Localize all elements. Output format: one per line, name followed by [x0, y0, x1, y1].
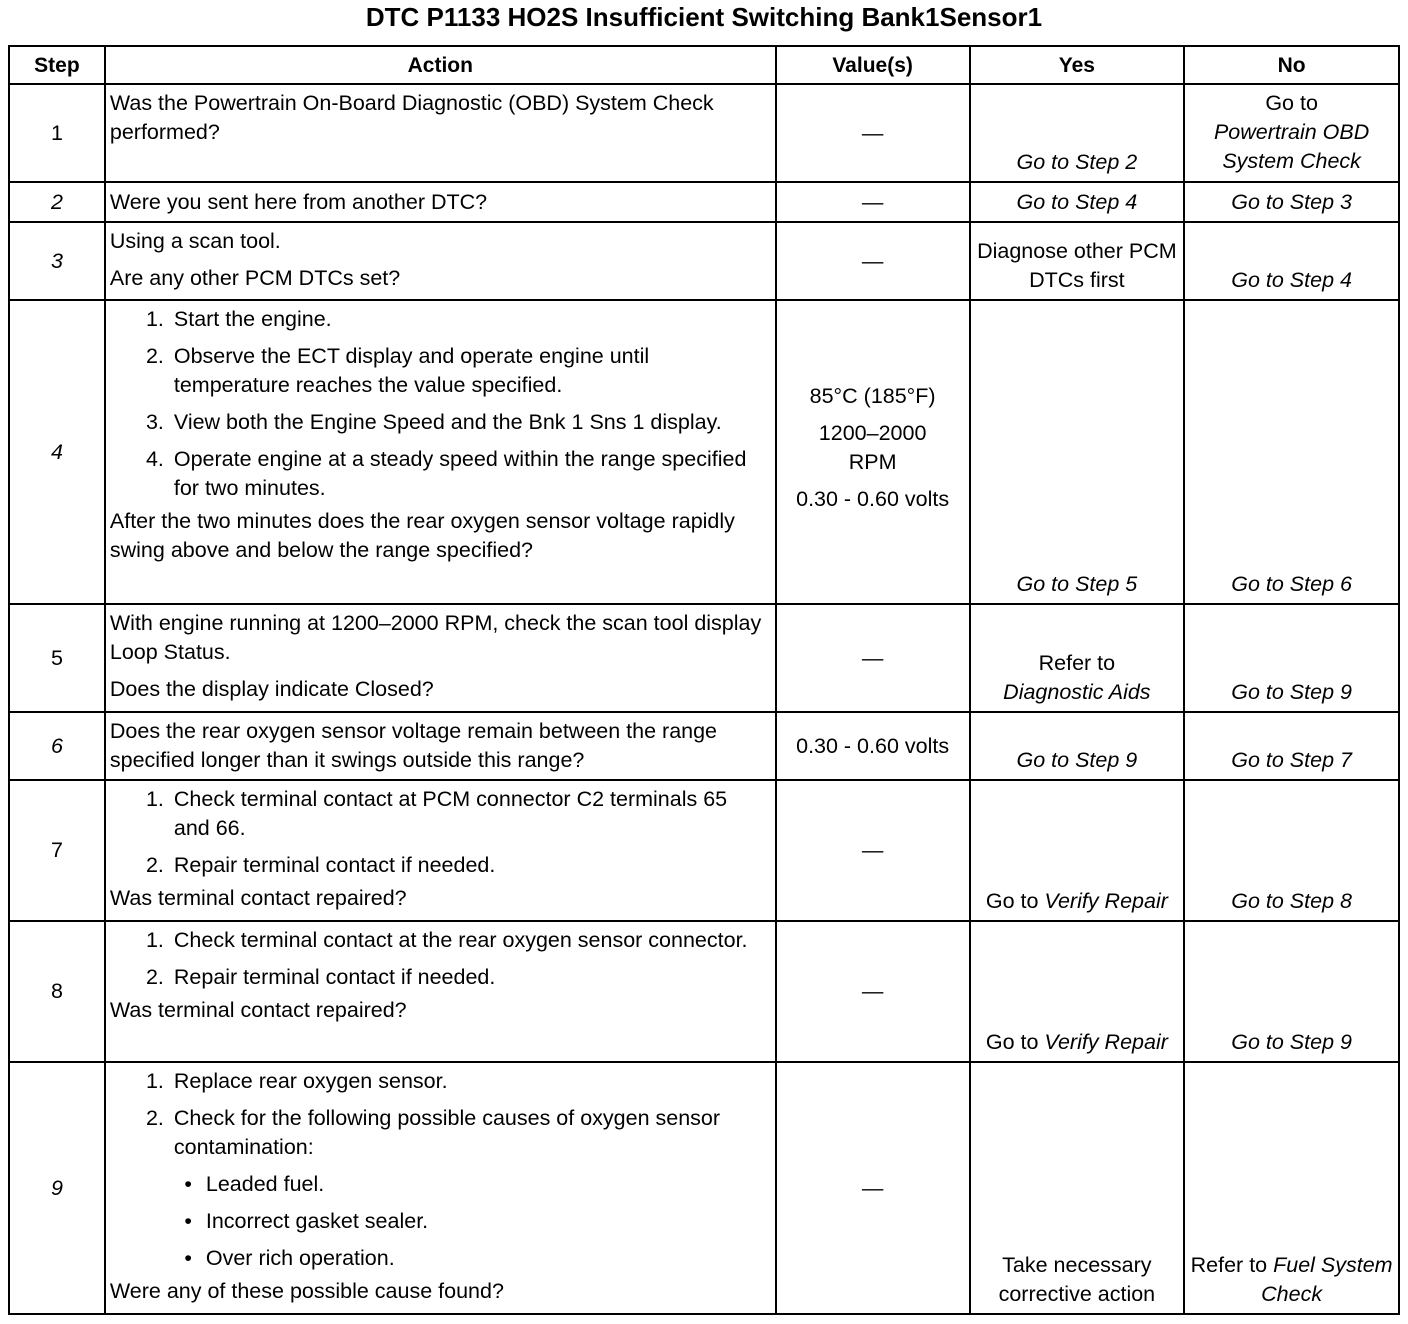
- yes-cell: Take necessary corrective action: [970, 1062, 1185, 1314]
- no-cell: [1184, 604, 1399, 712]
- header-values: Value(s): [776, 46, 970, 84]
- action-question: Are any other PCM DTCs set?: [109, 266, 401, 290]
- yes-cell: [970, 712, 1185, 780]
- no-cell: [1184, 222, 1399, 300]
- no-link[interactable]: Go to Step 7: [1231, 748, 1352, 772]
- list-item: 1. Check terminal contact at PCM connector C2 terminals 65 and 66.: [145, 787, 728, 840]
- table-row: [9, 84, 1399, 182]
- value-rpm: 1200–2000 RPM: [818, 421, 927, 474]
- header-action: Action: [105, 46, 776, 84]
- list-item: 1. Start the engine.: [145, 307, 332, 331]
- list-item: 4. Operate engine at a steady speed within the range specified for two minutes.: [145, 447, 747, 500]
- no-cell: [1184, 300, 1399, 604]
- no-cell: [1184, 921, 1399, 1062]
- action-question: After the two minutes does the rear oxygen sensor voltage rapidly swing above and below the range specified?: [109, 509, 735, 562]
- yes-link[interactable]: Go to Step 4: [1016, 189, 1138, 214]
- step-number: 3: [9, 222, 105, 300]
- action-cell: [105, 780, 776, 921]
- step-number: 2: [9, 182, 105, 222]
- header-no: No: [1184, 46, 1399, 84]
- yes-cell: [970, 300, 1185, 604]
- action-text: With engine running at 1200–2000 RPM, check the scan tool display Loop Status.: [109, 611, 762, 664]
- bullet-item: • Leaded fuel.: [184, 1172, 325, 1196]
- yes-label: Refer to: [1038, 651, 1116, 675]
- list-item: 1. Check terminal contact at the rear oxygen sensor connector.: [145, 928, 748, 952]
- no-link[interactable]: Fuel System Check: [1261, 1253, 1393, 1306]
- value-cell: 0.30 - 0.60 volts: [776, 712, 970, 780]
- yes-cell: [970, 921, 1185, 1062]
- no-cell: [1184, 712, 1399, 780]
- step-number: 1: [9, 84, 105, 182]
- action-cell: [105, 300, 776, 604]
- table-row: [9, 780, 1399, 921]
- action-question: Was terminal contact repaired?: [109, 886, 407, 910]
- no-link[interactable]: Go to Step 9: [1231, 1030, 1352, 1054]
- action-cell: [105, 84, 776, 182]
- yes-link[interactable]: Go to Step 9: [1016, 748, 1138, 772]
- list-item: 1. Replace rear oxygen sensor.: [145, 1069, 448, 1093]
- action-question: Was terminal contact repaired?: [109, 998, 407, 1022]
- list-item: 2. Repair terminal contact if needed.: [145, 965, 496, 989]
- table-row: [9, 604, 1399, 712]
- no-link[interactable]: Go to Step 9: [1231, 680, 1352, 704]
- no-link[interactable]: Go to Step 6: [1231, 572, 1352, 596]
- step-number: 8: [9, 921, 105, 1062]
- page-title: DTC P1133 HO2S Insufficient Switching Bank1Sensor1: [365, 2, 1043, 32]
- bullet-item: • Incorrect gasket sealer.: [184, 1209, 429, 1233]
- table-row: [9, 182, 1399, 222]
- action-text: Were you sent here from another DTC?: [109, 189, 488, 214]
- yes-cell: Diagnose other PCM DTCs first: [970, 222, 1185, 300]
- table-row: [9, 712, 1399, 780]
- list-item: 2. Check for the following possible causes of oxygen sensor contamination:: [145, 1106, 721, 1159]
- value-cell: —: [776, 780, 970, 921]
- header-yes: Yes: [970, 46, 1185, 84]
- step-number: 9: [9, 1062, 105, 1314]
- yes-cell: [970, 604, 1185, 712]
- value-cell: [776, 300, 970, 604]
- yes-link[interactable]: Go to Step 5: [1016, 572, 1138, 596]
- step-number: 6: [9, 712, 105, 780]
- yes-link[interactable]: Go to Step 2: [1016, 150, 1138, 174]
- value-cell: —: [776, 84, 970, 182]
- no-link[interactable]: Go to Step 4: [1231, 268, 1352, 292]
- value-cell: —: [776, 222, 970, 300]
- no-cell: [1184, 1062, 1399, 1314]
- action-question: Does the display indicate Closed?: [109, 677, 434, 701]
- table-row: [9, 921, 1399, 1062]
- no-link[interactable]: Go to Step 3: [1231, 189, 1352, 214]
- step-number: 5: [9, 604, 105, 712]
- step-number: 7: [9, 780, 105, 921]
- header-step: Step: [9, 46, 105, 84]
- action-cell: [105, 222, 776, 300]
- value-cell: —: [776, 921, 970, 1062]
- yes-link[interactable]: Verify Repair: [1044, 1030, 1168, 1054]
- table-row: [9, 300, 1399, 604]
- step-number: 4: [9, 300, 105, 604]
- diagnostic-table: [8, 45, 1400, 1315]
- list-item: 3. View both the Engine Speed and the Bnk 1 Sns 1 display.: [145, 410, 722, 434]
- action-text: Using a scan tool.: [109, 229, 281, 253]
- no-label: Go to: [1265, 91, 1318, 115]
- value-cell: —: [776, 604, 970, 712]
- yes-link[interactable]: Verify Repair: [1044, 889, 1168, 913]
- value-cell: —: [776, 1062, 970, 1314]
- no-link[interactable]: Powertrain OBD System Check: [1213, 120, 1370, 173]
- no-cell: [1184, 182, 1399, 222]
- action-cell: [105, 712, 776, 780]
- action-text: Was the Powertrain On-Board Diagnostic (OBD) System Check performed?: [109, 91, 714, 144]
- yes-label: Go to: [985, 889, 1039, 913]
- yes-cell: [970, 182, 1185, 222]
- action-text: Does the rear oxygen sensor voltage remain between the range specified longer than it swings outside this range?: [109, 719, 718, 772]
- value-cell: —: [776, 182, 970, 222]
- yes-cell: [970, 780, 1185, 921]
- yes-cell: [970, 84, 1185, 182]
- action-question: Were any of these possible cause found?: [109, 1279, 504, 1303]
- no-cell: [1184, 780, 1399, 921]
- list-item: 2. Observe the ECT display and operate engine until temperature reaches the value specified.: [145, 344, 650, 397]
- no-cell: [1184, 84, 1399, 182]
- no-link[interactable]: Go to Step 8: [1231, 889, 1352, 913]
- table-row: [9, 1062, 1399, 1314]
- action-cell: [105, 921, 776, 1062]
- no-label: Refer to: [1190, 1253, 1268, 1277]
- bullet-item: • Over rich operation.: [184, 1246, 395, 1270]
- table-header-row: [9, 46, 1399, 84]
- table-row: [9, 222, 1399, 300]
- action-cell: [105, 182, 776, 222]
- yes-label: Go to: [985, 1030, 1039, 1054]
- list-item: 2. Repair terminal contact if needed.: [145, 853, 496, 877]
- value-voltage: 0.30 - 0.60 volts: [796, 487, 950, 511]
- value-temperature: 85°C (185°F): [809, 384, 936, 408]
- action-cell: [105, 1062, 776, 1314]
- yes-link[interactable]: Diagnostic Aids: [1003, 680, 1151, 704]
- action-cell: [105, 604, 776, 712]
